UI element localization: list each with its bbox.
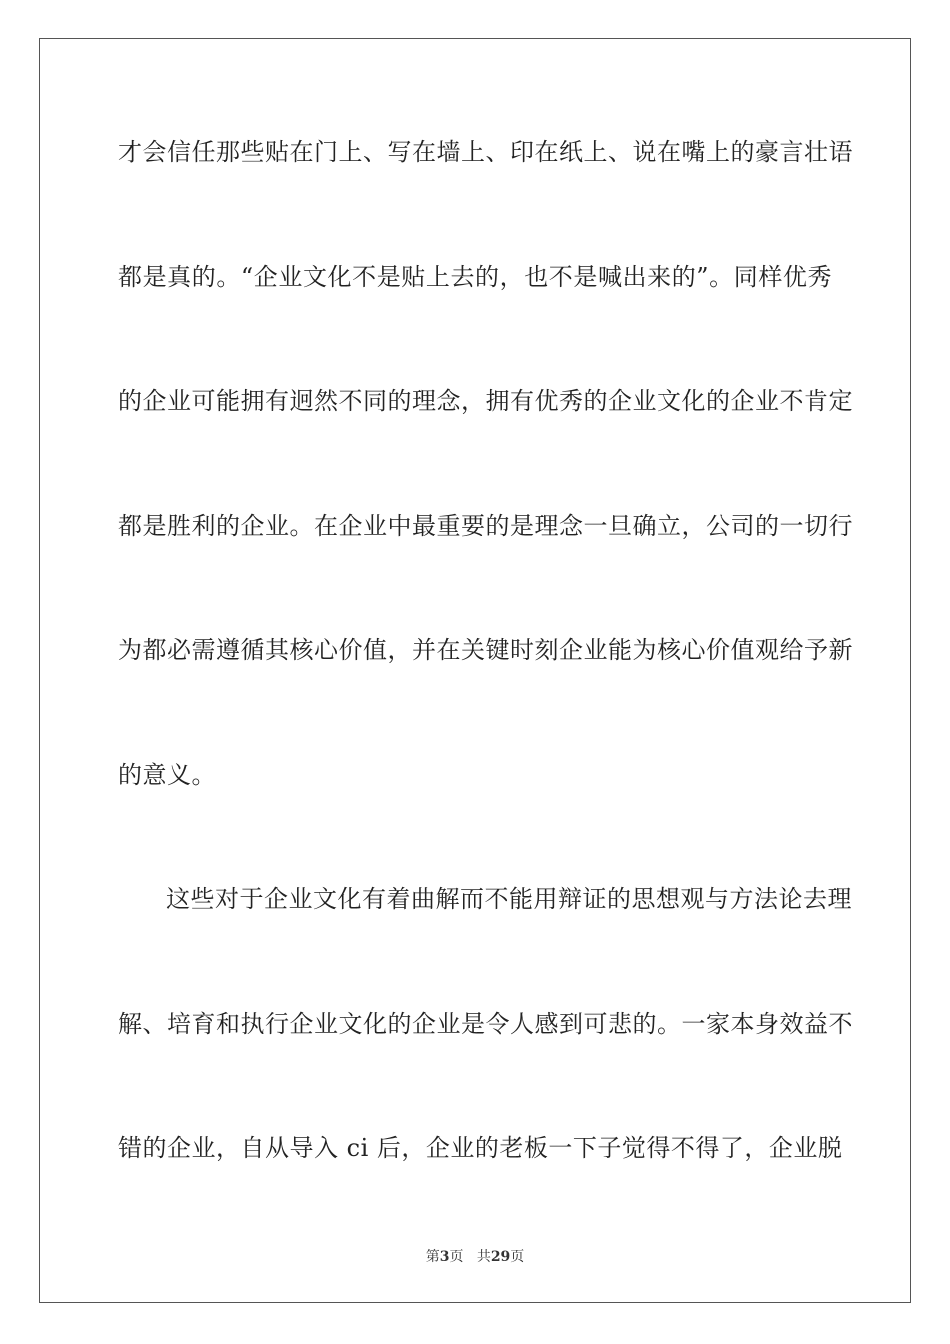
- page-suffix: 页: [449, 1249, 464, 1265]
- text-line-5: 为都必需遵循其核心价值，并在关键时刻企业能为核心价值观给予新: [118, 636, 853, 664]
- page-footer: [0, 1248, 950, 1266]
- text-line-6: 的意义。: [118, 761, 216, 789]
- text-line-2: 都是真的。“企业文化不是贴上去的，也不是喊出来的”。同样优秀: [118, 263, 832, 291]
- total-suffix: 页: [510, 1249, 525, 1265]
- text-line-3: 的企业可能拥有迥然不同的理念，拥有优秀的企业文化的企业不肯定: [118, 387, 853, 415]
- page-prefix: 第: [425, 1249, 440, 1265]
- total-pages: 29: [490, 1249, 511, 1265]
- text-line-1: 才会信任那些贴在门上、写在墙上、印在纸上、说在嘴上的豪言壮语: [118, 138, 853, 166]
- text-line-8: 解、培育和执行企业文化的企业是令人感到可悲的。一家本身效益不: [118, 1010, 853, 1038]
- text-line-4: 都是胜利的企业。在企业中最重要的是理念一旦确立，公司的一切行: [118, 512, 853, 540]
- paragraph-start-line: 这些对于企业文化有着曲解而不能用辩证的思想观与方法论去理: [166, 885, 852, 913]
- text-line-9: 错的企业，自从导入 ci 后，企业的老板一下子觉得不得了，企业脱: [118, 1134, 843, 1162]
- page-border: [39, 38, 911, 1303]
- page-number: 3: [439, 1249, 450, 1265]
- total-prefix: 共: [476, 1249, 491, 1265]
